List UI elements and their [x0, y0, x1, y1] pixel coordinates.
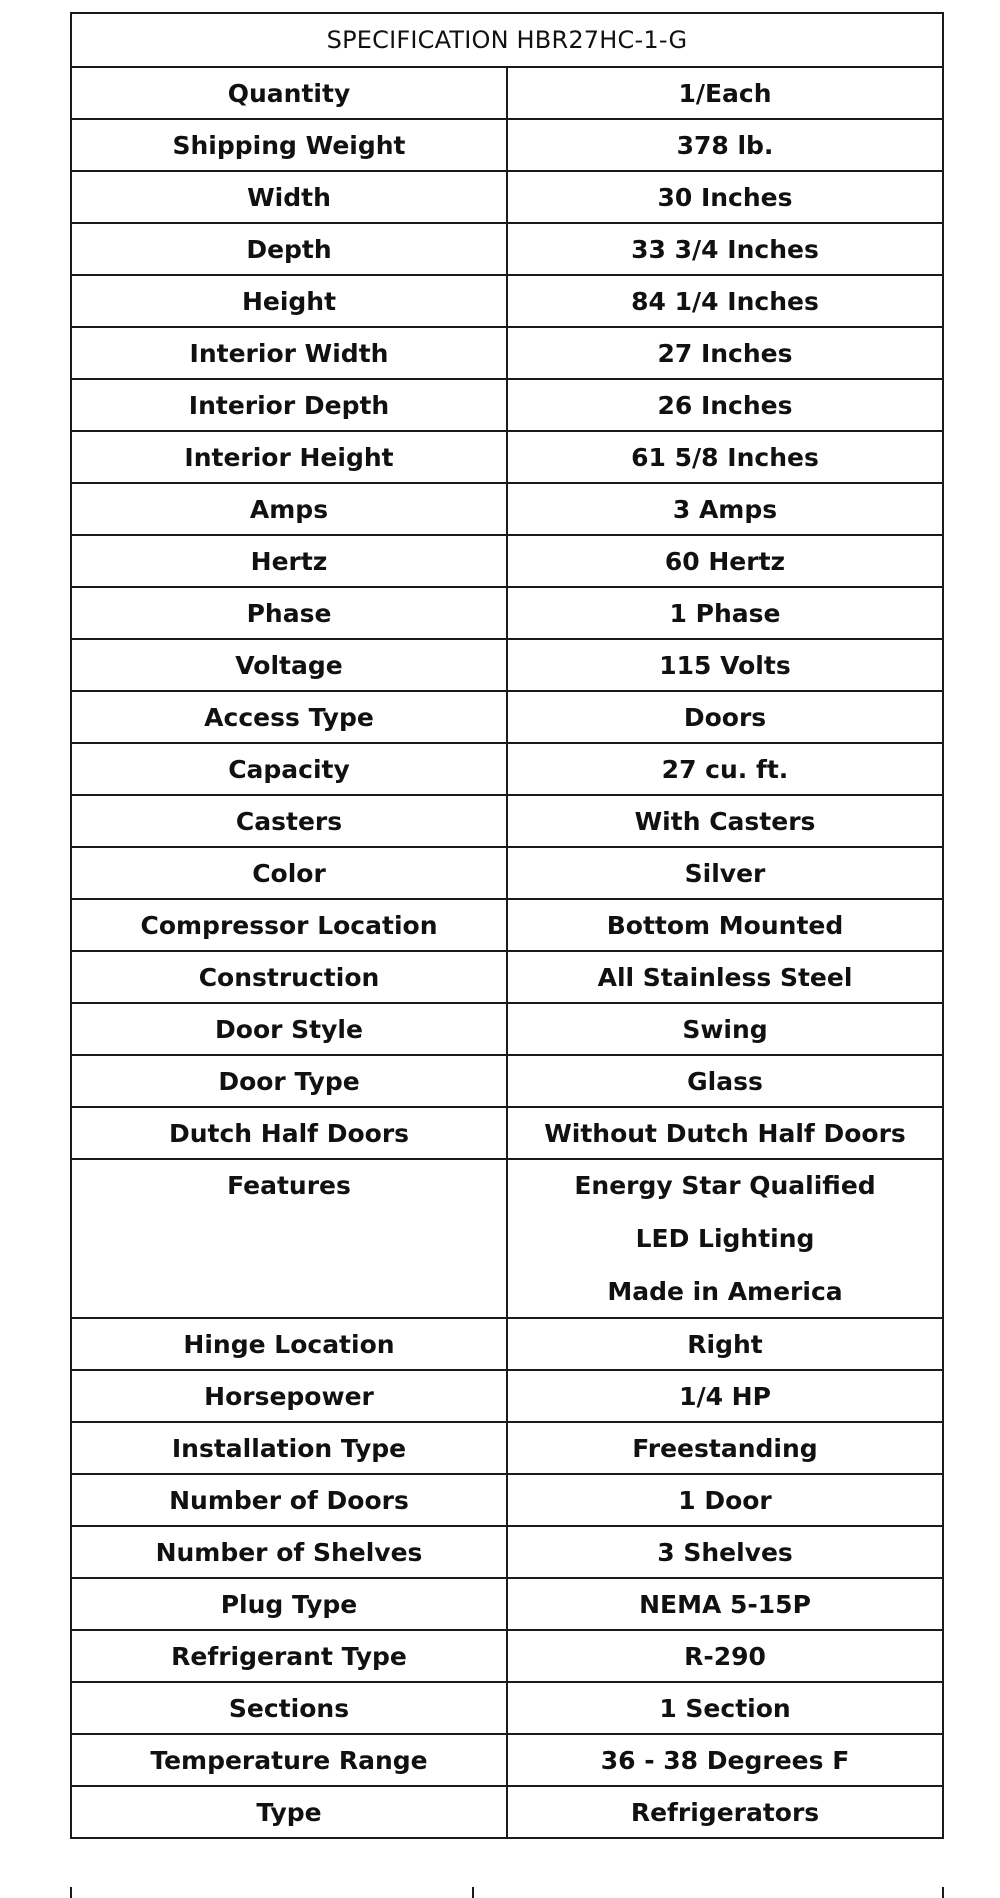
spec-label: Construction	[71, 951, 507, 1003]
spec-value: 1 Phase	[507, 587, 943, 639]
specification-table-body	[71, 13, 943, 1838]
table-row	[71, 1526, 943, 1578]
spec-value: 61 5/8 Inches	[507, 431, 943, 483]
spec-value: 3 Shelves	[507, 1526, 943, 1578]
spec-value: NEMA 5-15P	[507, 1578, 943, 1630]
spec-label: Features	[71, 1159, 507, 1318]
table-row	[71, 1734, 943, 1786]
spec-label: Width	[71, 171, 507, 223]
spec-value: Freestanding	[507, 1422, 943, 1474]
spec-label: Depth	[71, 223, 507, 275]
spec-label: Door Style	[71, 1003, 507, 1055]
spec-label: Quantity	[71, 67, 507, 119]
spec-value: With Casters	[507, 795, 943, 847]
table-row	[71, 1578, 943, 1630]
spec-label: Number of Doors	[71, 1474, 507, 1526]
spec-value: 33 3/4 Inches	[507, 223, 943, 275]
spec-value: 1/Each	[507, 67, 943, 119]
spec-label: Refrigerant Type	[71, 1630, 507, 1682]
table-title-row	[71, 13, 943, 67]
spec-value-line: Energy Star Qualified	[574, 1171, 876, 1200]
spec-value: 27 Inches	[507, 327, 943, 379]
table-row	[71, 795, 943, 847]
table-row	[71, 223, 943, 275]
specification-table	[70, 12, 944, 1839]
spec-label: Capacity	[71, 743, 507, 795]
table-row	[71, 1682, 943, 1734]
spec-value: 1/4 HP	[507, 1370, 943, 1422]
spec-value: R-290	[507, 1630, 943, 1682]
spec-label: Number of Shelves	[71, 1526, 507, 1578]
spec-label: Dutch Half Doors	[71, 1107, 507, 1159]
table-row	[71, 691, 943, 743]
table-row	[71, 847, 943, 899]
table-row	[71, 1422, 943, 1474]
spec-value: 30 Inches	[507, 171, 943, 223]
table-row	[71, 327, 943, 379]
spec-value-line: LED Lighting	[635, 1224, 815, 1253]
spec-label: Type	[71, 1786, 507, 1838]
spec-value: 3 Amps	[507, 483, 943, 535]
table-row	[71, 1107, 943, 1159]
spec-value: Silver	[507, 847, 943, 899]
spec-value: All Stainless Steel	[507, 951, 943, 1003]
table-continuation	[70, 1887, 944, 1898]
table-row	[71, 379, 943, 431]
table-row	[71, 1055, 943, 1107]
spec-value: 378 lb.	[507, 119, 943, 171]
spec-label: Amps	[71, 483, 507, 535]
spec-value: Right	[507, 1318, 943, 1370]
spec-label: Phase	[71, 587, 507, 639]
spec-label: Horsepower	[71, 1370, 507, 1422]
spec-value: 115 Volts	[507, 639, 943, 691]
table-title: SPECIFICATION HBR27HC-1-G	[71, 13, 943, 67]
spec-label: Interior Width	[71, 327, 507, 379]
table-row	[71, 275, 943, 327]
spec-label: Color	[71, 847, 507, 899]
spec-value: 84 1/4 Inches	[507, 275, 943, 327]
table-row	[71, 587, 943, 639]
spec-label: Compressor Location	[71, 899, 507, 951]
spec-value: 60 Hertz	[507, 535, 943, 587]
table-continuation-divider	[472, 1887, 474, 1898]
spec-label: Casters	[71, 795, 507, 847]
spec-label: Plug Type	[71, 1578, 507, 1630]
table-row	[71, 951, 943, 1003]
spec-value: 36 - 38 Degrees F	[507, 1734, 943, 1786]
spec-value-line: Made in America	[607, 1277, 843, 1306]
spec-value: Doors	[507, 691, 943, 743]
spec-label: Hertz	[71, 535, 507, 587]
spec-value: Swing	[507, 1003, 943, 1055]
spec-value: Bottom Mounted	[507, 899, 943, 951]
table-row	[71, 743, 943, 795]
table-row	[71, 1003, 943, 1055]
spec-value: 1 Door	[507, 1474, 943, 1526]
table-row	[71, 171, 943, 223]
table-row	[71, 1318, 943, 1370]
table-row	[71, 899, 943, 951]
table-row	[71, 535, 943, 587]
spec-value: Without Dutch Half Doors	[507, 1107, 943, 1159]
spec-value: Glass	[507, 1055, 943, 1107]
spec-value: Refrigerators	[507, 1786, 943, 1838]
table-row	[71, 1786, 943, 1838]
spec-label: Access Type	[71, 691, 507, 743]
spec-label: Sections	[71, 1682, 507, 1734]
spec-label: Door Type	[71, 1055, 507, 1107]
table-row	[71, 483, 943, 535]
spec-label: Installation Type	[71, 1422, 507, 1474]
table-row	[71, 1474, 943, 1526]
spec-label: Temperature Range	[71, 1734, 507, 1786]
spec-value: 1 Section	[507, 1682, 943, 1734]
table-row	[71, 1630, 943, 1682]
table-row	[71, 431, 943, 483]
table-row	[71, 119, 943, 171]
spec-label: Hinge Location	[71, 1318, 507, 1370]
table-row	[71, 1370, 943, 1422]
spec-label: Interior Depth	[71, 379, 507, 431]
spec-value: 27 cu. ft.	[507, 743, 943, 795]
table-row	[71, 639, 943, 691]
spec-label: Shipping Weight	[71, 119, 507, 171]
spec-label: Voltage	[71, 639, 507, 691]
spec-value: 26 Inches	[507, 379, 943, 431]
spec-value-cell	[507, 1159, 943, 1318]
spec-label: Interior Height	[71, 431, 507, 483]
spec-label: Height	[71, 275, 507, 327]
table-row	[71, 67, 943, 119]
table-row	[71, 1159, 943, 1318]
